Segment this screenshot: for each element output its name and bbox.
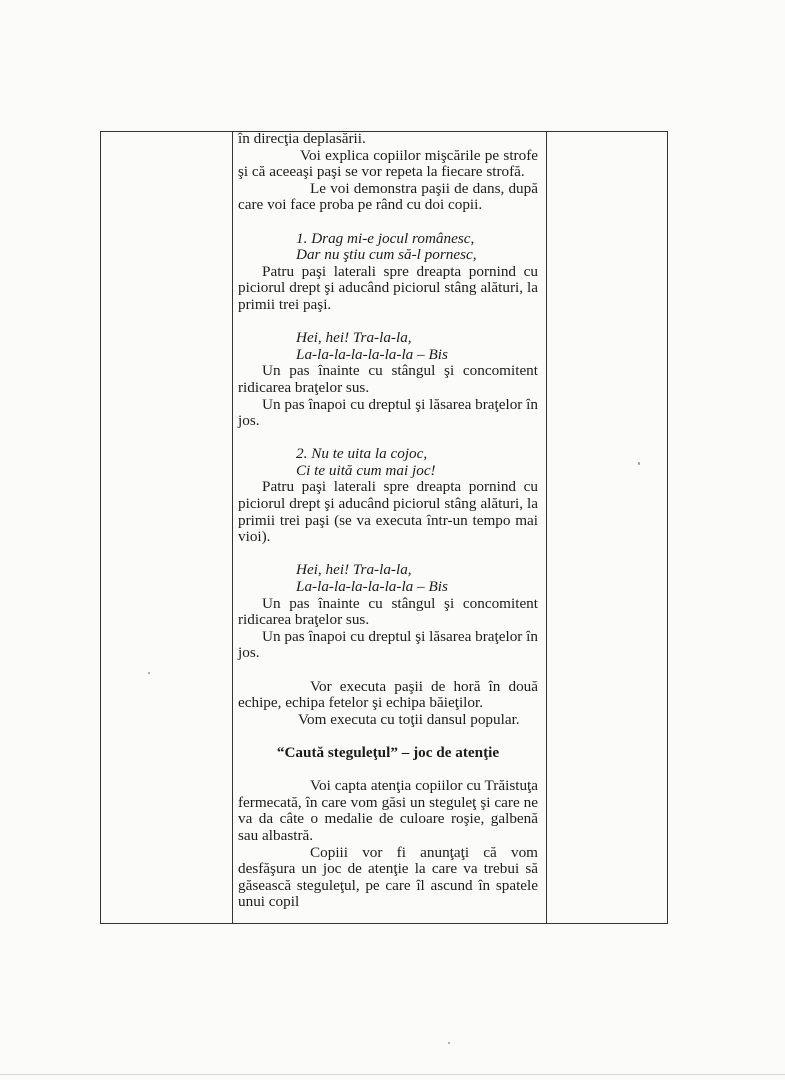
verse-line: Hei, hei! Tra-la-la, (296, 561, 412, 579)
column-divider-right (546, 132, 547, 923)
game-heading: “Caută steguleţul” – joc de atenţie (276, 743, 500, 761)
scan-edge (0, 1074, 785, 1075)
scan-speck (448, 1042, 450, 1044)
paragraph: Le voi demonstra paşii de dans, după care voi face proba pe rând cu doi copii. (238, 179, 538, 214)
paragraph: Vor executa paşii de horă în două echipe, echipa fetelor şi echipa băieţilor. (238, 677, 538, 712)
verse-line: La-la-la-la-la-la-la – Bis (296, 345, 448, 363)
paragraph: Voi capta atenţia copiilor cu Trăistuţa fermecată, în care vom găsi un steguleţ şi care ne va da câte o medalie de culoare roşie, galbenă sau albastră. (238, 777, 538, 844)
paragraph: Un pas înainte cu stângul şi concomitent ridicarea braţelor sus. (238, 362, 538, 396)
column-divider-left (232, 132, 233, 923)
paragraph: Copiii vor fi anunţaţi că vom desfăşura un joc de atenţie la care va trebui să găsească steguleţul, pe care îl ascund în spatele unui copil (238, 843, 538, 911)
paragraph: Un pas înapoi cu dreptul şi lăsarea braţelor în jos. (238, 627, 538, 662)
activity-description-cell (238, 131, 538, 911)
paragraph: Un pas înapoi cu dreptul şi lăsarea braţelor în jos. (238, 395, 538, 430)
paragraph: Vom executa cu toţii dansul popular. (298, 710, 520, 728)
verse-line: Dar nu ştiu cum să-l pornesc, (296, 246, 477, 264)
verse-line: Ci te uită cum mai joc! (296, 461, 436, 479)
paragraph: Un pas înainte cu stângul şi concomitent ridicarea braţelor sus. (238, 594, 538, 629)
scan-speck (638, 462, 640, 465)
paragraph: în direcţia deplasării. (238, 130, 366, 147)
verse-line: 1. Drag mi-e jocul românesc, (296, 229, 475, 247)
paragraph: Patru paşi laterali spre dreapta pornind cu piciorul drept şi aducând piciorul stâng alături, la primii trei paşi. (238, 262, 538, 313)
paragraph: Patru paşi laterali spre dreapta pornind cu piciorul drept şi aducând piciorul stâng alături, la primii trei paşi (se va executa într-un tempo mai vioi). (238, 478, 538, 546)
verse-line: Hei, hei! Tra-la-la, (296, 329, 412, 347)
verse-line: La-la-la-la-la-la-la – Bis (296, 578, 448, 596)
scan-speck (148, 672, 150, 674)
verse-line: 2. Nu te uita la cojoc, (296, 445, 428, 463)
paragraph: Voi explica copiilor mişcările pe strofe şi că aceeaşi paşi se vor repeta la fiecare strofă. (238, 146, 538, 181)
